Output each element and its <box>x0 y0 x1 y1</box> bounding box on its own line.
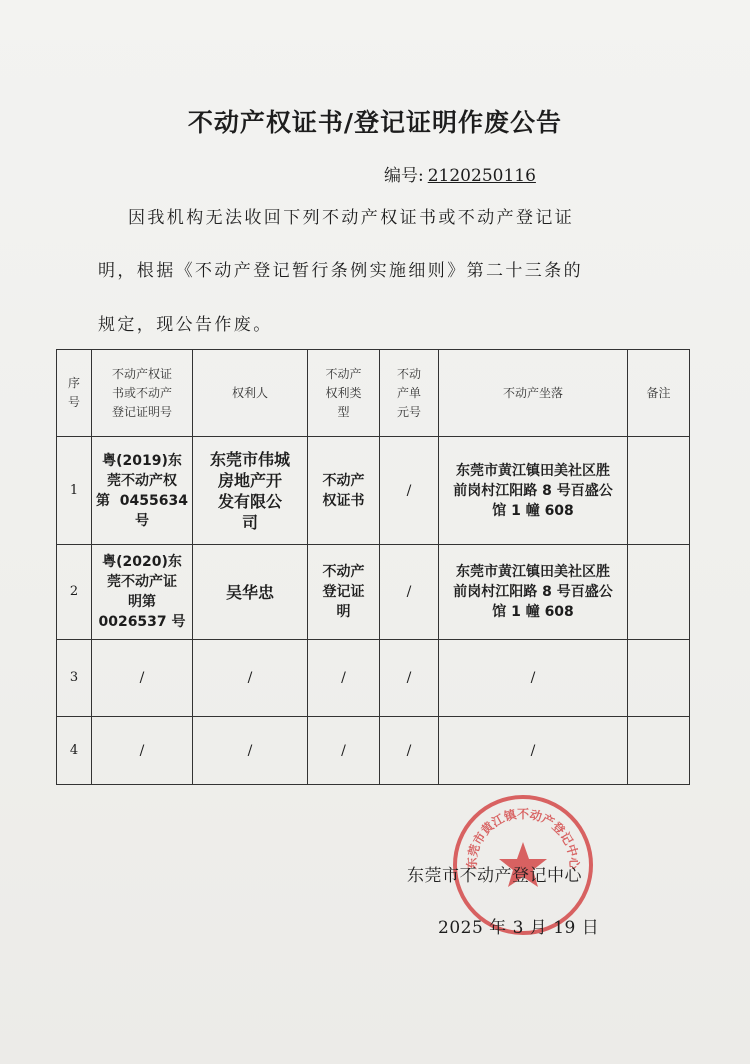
header-type-line: 不动产 <box>325 366 362 381</box>
issue-date: 2025 年 3 月 19 日 <box>438 918 600 938</box>
cell-cert-no <box>92 545 193 640</box>
table-row <box>57 717 690 785</box>
cell-cert-no-line: 明第 <box>128 594 156 610</box>
header-cert-no-line: 书或不动产 <box>111 385 172 400</box>
header-cert-no-line: 登记证明号 <box>111 404 172 419</box>
cell-type <box>308 545 380 640</box>
cell-cert-no-line: 粤(2020)东 <box>102 554 182 570</box>
seal-text: 东莞市黄江镇不动产登记中心 <box>464 807 582 870</box>
cell-cert-no: / <box>92 640 193 717</box>
cell-remark <box>628 437 690 545</box>
cell-type: / <box>308 717 380 785</box>
cell-remark <box>628 640 690 717</box>
cell-location-line: 馆 1 幢 608 <box>492 604 574 620</box>
header-remark-line: 备注 <box>646 385 671 400</box>
document-number-value: 2120250116 <box>427 166 536 186</box>
table-row <box>57 640 690 717</box>
table-row <box>57 545 690 640</box>
cell-holder-line: 吴华忠 <box>225 582 274 602</box>
cell-type: / <box>308 640 380 717</box>
cell-cert-no-line: 莞不动产权 <box>107 472 177 489</box>
header-seq <box>57 350 92 437</box>
cell-location: / <box>439 717 628 785</box>
body-line-3: 规定，现公告作废。 <box>98 315 273 335</box>
document-number-label: 编号: <box>384 166 424 186</box>
header-holder <box>193 350 308 437</box>
cell-type-line: 不动产 <box>322 564 365 580</box>
cell-cert-no-line: 粤(2019)东 <box>102 452 182 469</box>
void-certificate-table <box>56 349 690 785</box>
cell-location-line: 前岗村江阳路 8 号百盛公 <box>453 584 613 600</box>
cell-cert-no-line: 号 <box>135 512 149 529</box>
cell-cert-no: / <box>92 717 193 785</box>
cell-cert-no-line: 0026537 号 <box>98 614 186 630</box>
header-unit-line: 不动 <box>396 366 421 381</box>
issuer-signature: 东莞市不动产登记中心 <box>407 866 582 886</box>
header-location-line: 不动产坐落 <box>502 385 563 400</box>
cell-location <box>439 545 628 640</box>
body-line-1: 因我机构无法收回下列不动产权证书或不动产登记证 <box>128 208 575 228</box>
header-remark <box>628 350 690 437</box>
header-type-line: 型 <box>337 404 350 419</box>
header-type-line: 权利类 <box>325 385 362 400</box>
cell-seq: 1 <box>57 437 92 545</box>
cell-type-line: 明 <box>336 604 351 620</box>
cell-unit: / <box>380 717 439 785</box>
cell-location: / <box>439 640 628 717</box>
body-line-2: 明，根据《不动产登记暂行条例实施细则》第二十三条的 <box>98 261 583 281</box>
cell-type-line: 不动产 <box>322 472 365 489</box>
header-type <box>308 350 380 437</box>
cell-holder-line: 房地产开 <box>217 470 282 490</box>
cell-location <box>439 437 628 545</box>
cell-location-line: 东莞市黄江镇田美社区胜 <box>456 564 610 580</box>
page-title: 不动产权证书/登记证明作废公告 <box>187 108 563 137</box>
cell-remark <box>628 545 690 640</box>
cell-seq: 3 <box>57 640 92 717</box>
cell-remark <box>628 717 690 785</box>
header-unit <box>380 350 439 437</box>
cell-type <box>308 437 380 545</box>
header-holder-line: 权利人 <box>231 385 268 400</box>
header-seq-line: 号 <box>67 395 80 409</box>
cell-type-line: 权证书 <box>322 492 365 509</box>
cell-holder-line: 司 <box>241 512 258 532</box>
header-unit-line: 产单 <box>396 385 421 400</box>
cell-holder-line: 东莞市伟城 <box>209 449 290 469</box>
cell-unit: / <box>380 545 439 640</box>
cell-location-line: 馆 1 幢 608 <box>492 502 574 519</box>
cell-holder: / <box>193 717 308 785</box>
cell-holder <box>193 437 308 545</box>
document-number <box>384 161 536 186</box>
cell-unit: / <box>380 640 439 717</box>
cell-holder-line: 发有限公 <box>217 491 282 511</box>
cell-location-line: 东莞市黄江镇田美社区胜 <box>456 462 610 479</box>
cell-type-line: 登记证 <box>322 584 365 600</box>
header-unit-line: 元号 <box>396 404 421 419</box>
table-header-row <box>57 350 690 437</box>
cell-holder <box>193 545 308 640</box>
cell-seq: 2 <box>57 545 92 640</box>
cell-unit: / <box>380 437 439 545</box>
table-row <box>57 437 690 545</box>
header-cert-no <box>92 350 193 437</box>
header-cert-no-line: 不动产权证 <box>111 366 172 381</box>
header-seq-line: 序 <box>67 376 80 390</box>
cell-cert-no <box>92 437 193 545</box>
cell-seq: 4 <box>57 717 92 785</box>
cell-location-line: 前岗村江阳路 8 号百盛公 <box>453 482 613 499</box>
cell-holder: / <box>193 640 308 717</box>
header-location <box>439 350 628 437</box>
cell-cert-no-line: 莞不动产证 <box>107 574 177 590</box>
cell-cert-no-line: 第 0455634 <box>96 492 188 509</box>
